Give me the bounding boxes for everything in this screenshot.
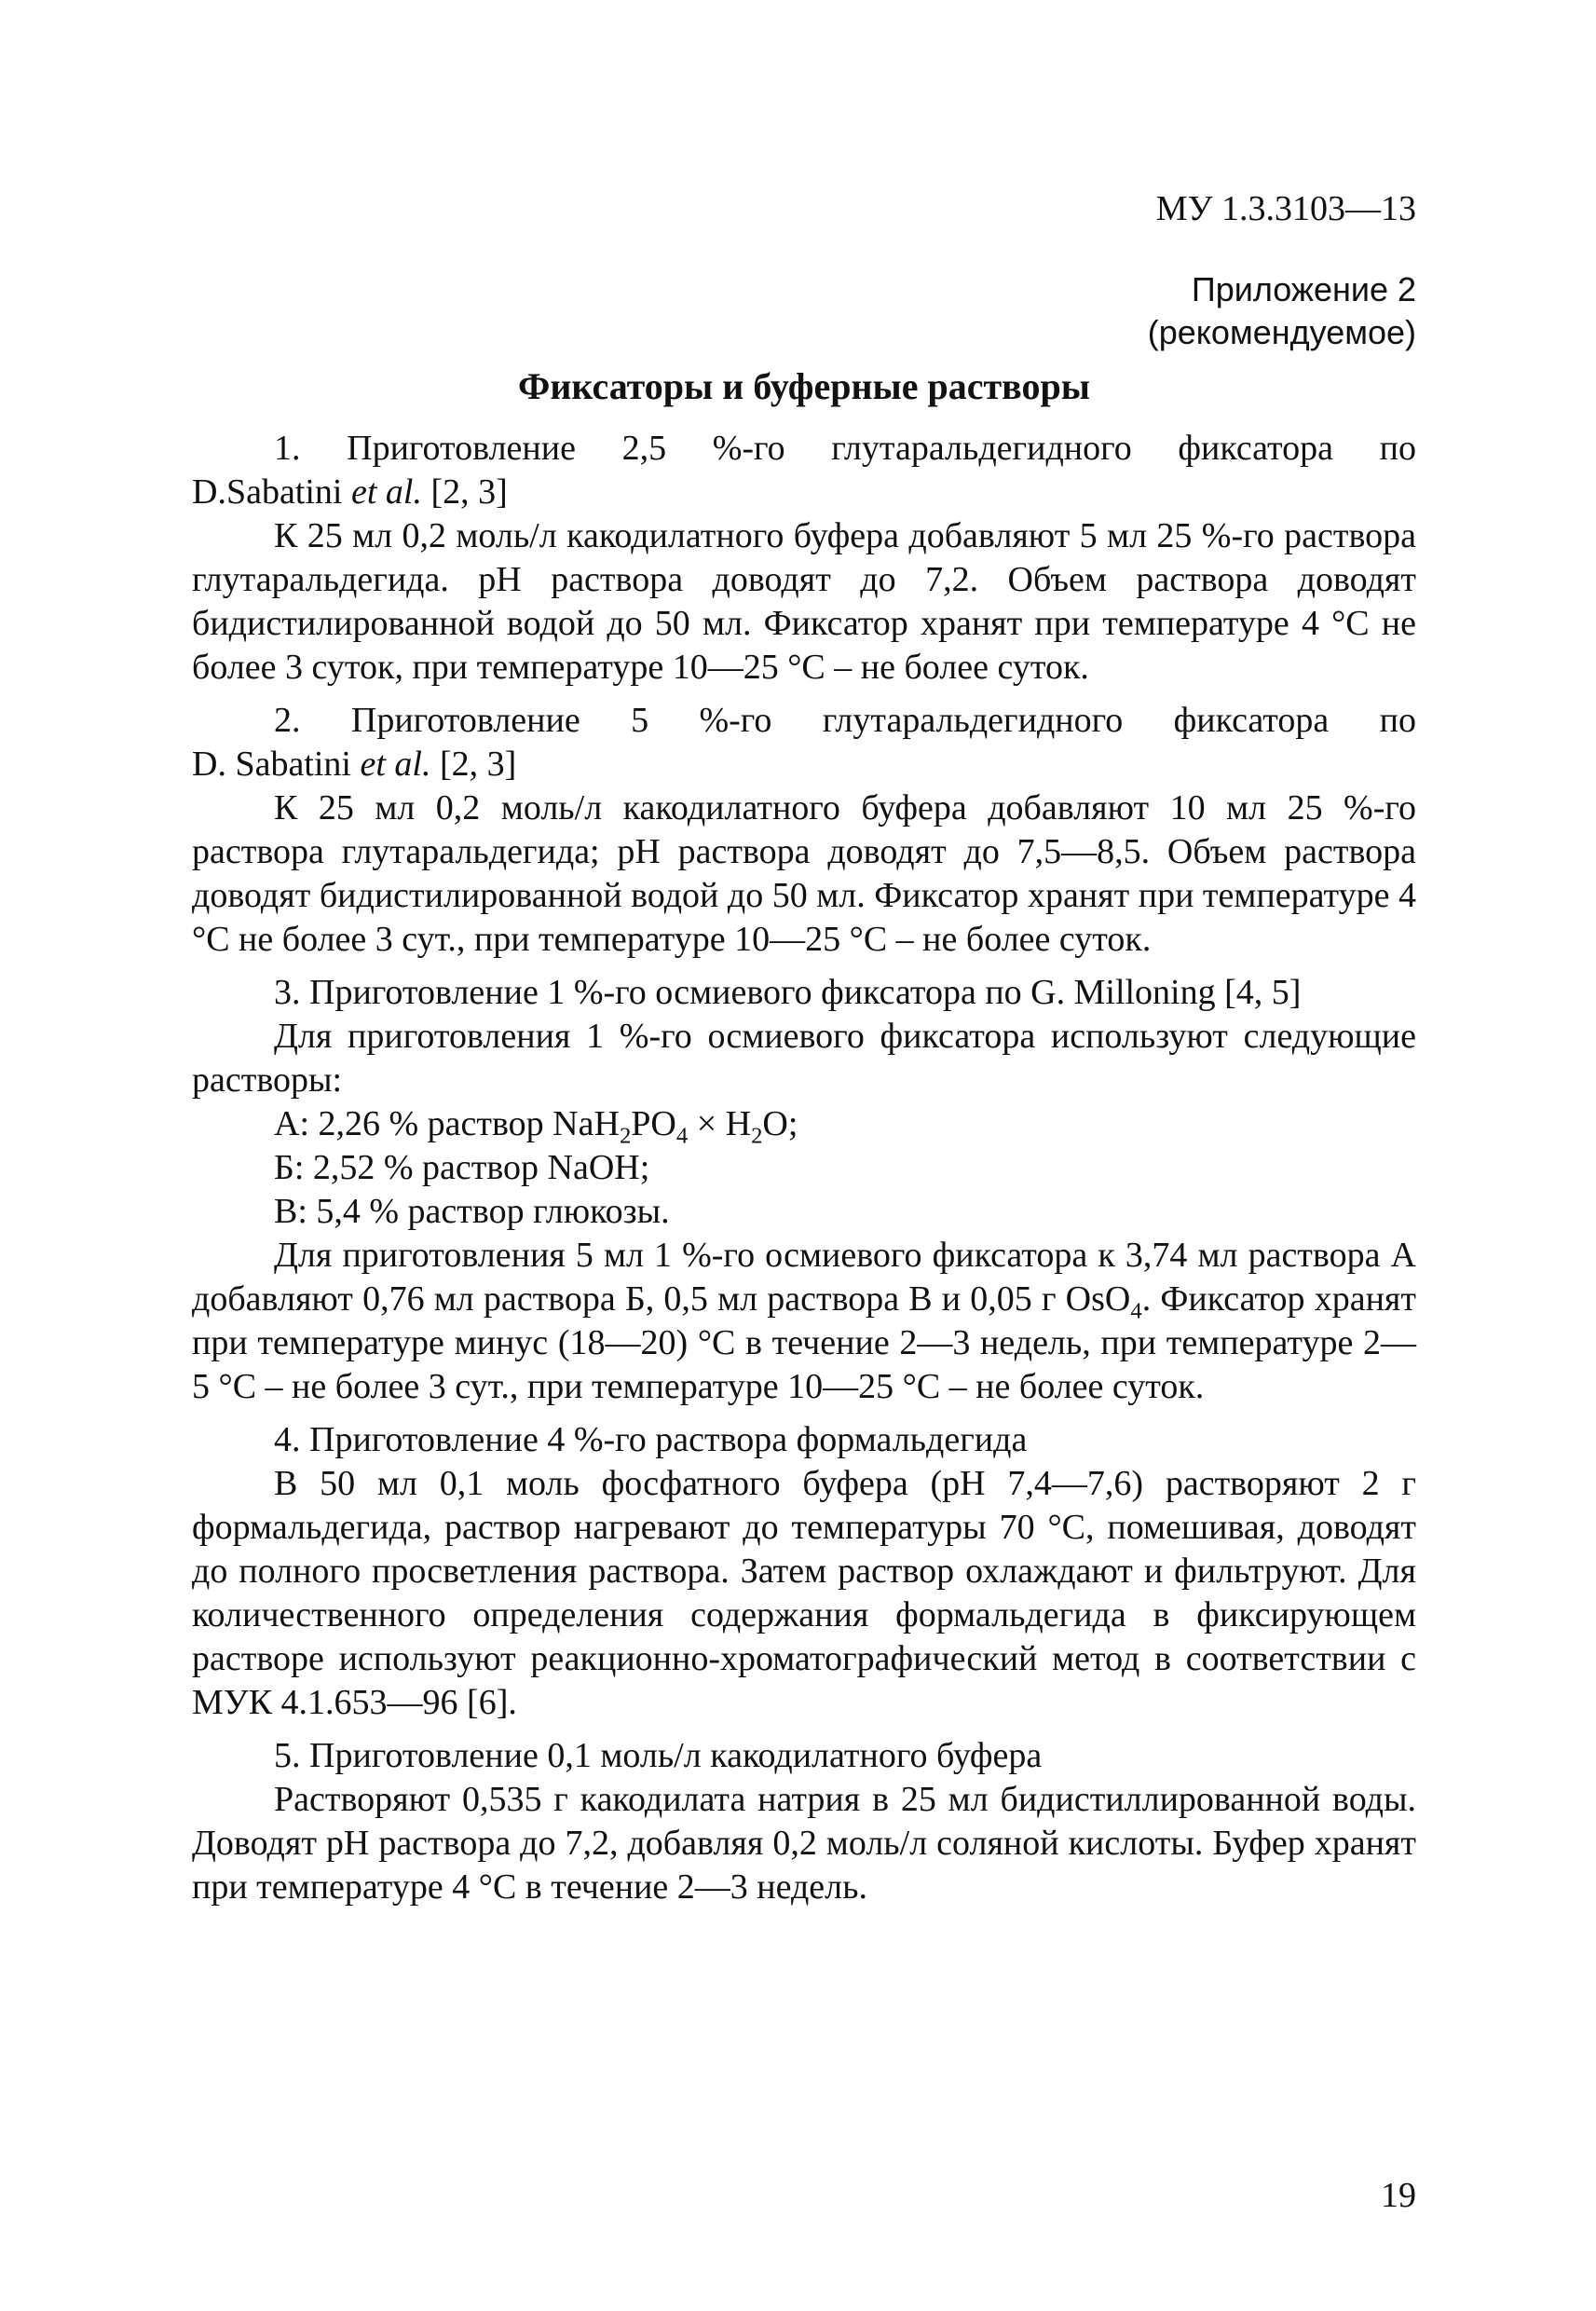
document-page — [192, 186, 1416, 2199]
solution-a — [192, 1102, 1416, 1149]
reference-citation: [2, 3] — [430, 745, 517, 784]
solution-b: Б: 2,52 % раствор NaOH; — [274, 1148, 650, 1187]
subscript: 2 — [751, 1123, 763, 1149]
section-3-body — [192, 1234, 1416, 1409]
document-code: МУ 1.3.3103—13 — [1155, 189, 1416, 228]
page-number: 19 — [1381, 2176, 1416, 2215]
section-2-heading: 2. Приготовление 5 %-го глутаральдегидного фиксатора по — [274, 701, 1416, 740]
section-1-reference — [192, 471, 1416, 514]
reference-author: D. Sabatini — [192, 745, 361, 784]
section-5-body: Растворяют 0,535 г какодилата натрия в 25 мл бидистиллированной воды. Доводят pH раствора до 7,2, добавляя 0,2 моль/л соляной кислоты. Буфер хранят при температуре 4 °С в течение 2—3 недель. — [192, 1780, 1416, 1907]
appendix-type: (рекомендуемое) — [1147, 313, 1416, 351]
solution-a-text: А: 2,26 % раствор NaH — [274, 1104, 620, 1143]
appendix-label: Приложение 2 — [1191, 270, 1416, 308]
section-3-intro: Для приготовления 1 %-го осмиевого фиксатора используют следующие растворы: — [192, 1017, 1416, 1100]
reference-etal: et al. — [350, 472, 422, 512]
section-1-body: К 25 мл 0,2 моль/л какодилатного буфера добавляют 5 мл 25 %-го раствора глутаральдегида. pH раствора доводят до 7,2. Объем раствора доводят бидистилированной водой до 50 мл. Фиксатор хранят при температуре 4 °С не более 3 суток, при температуре 10—25 °С – не более суток. — [192, 516, 1416, 687]
page-title: Фиксаторы и буферные растворы — [518, 365, 1090, 407]
reference-author: D.Sabatini — [192, 472, 351, 512]
section-3-body-text: Для приготовления 5 мл 1 %-го осмиевого фиксатора к 3,74 мл раствора А добавляют 0,76 мл раствора Б, 0,5 мл раствора В и 0,05 г OsO — [192, 1236, 1416, 1319]
section-4-heading: 4. Приготовление 4 %-го раствора формальдегида — [274, 1420, 1028, 1459]
section-3-body-text: . Фиксатор хранят при температуре минус (18—20) °С в течение 2—3 недель, при температуре 2—5 °С – не более 3 сут., при температуре 10—25 °С – не более суток. — [192, 1279, 1416, 1406]
section-1-heading: 1. Приготовление 2,5 %-го глутаральдегидного фиксатора по — [274, 429, 1416, 468]
section-2-reference — [192, 743, 1416, 786]
section-2-body: К 25 мл 0,2 моль/л какодилатного буфера добавляют 10 мл 25 %-го раствора глутаральдегида; pH раствора доводят до 7,5—8,5. Объем раствора доводят бидистилированной водой до 50 мл. Фиксатор хранят при температуре 4 °С не более 3 сут., при температуре 10—25 °С – не более суток. — [192, 788, 1416, 959]
section-4-body: В 50 мл 0,1 моль фосфатного буфера (pH 7,4—7,6) растворяют 2 г формальдегида, раствор нагревают до температуры 70 °С, помешивая, доводят до полного просветления раствора. Затем раствор охлаждают и фильтруют. Для количественного определения содержания формальдегида в фиксирующем растворе используют реакционно-хроматографический метод в соответствии с МУК 4.1.653—96 [6]. — [192, 1464, 1416, 1722]
section-5-heading: 5. Приготовление 0,1 моль/л какодилатного буфера — [274, 1736, 1043, 1775]
subscript: 4 — [675, 1123, 689, 1149]
solution-c: В: 5,4 % раствор глюкозы. — [274, 1192, 670, 1231]
reference-etal: et al. — [360, 745, 431, 784]
solution-a-text: PO — [631, 1104, 676, 1143]
subscript: 2 — [619, 1123, 632, 1149]
subscript: 4 — [1130, 1298, 1142, 1324]
reference-citation: [2, 3] — [421, 472, 508, 512]
section-3-heading: 3. Приготовление 1 %-го осмиевого фиксатора по G. Milloning [4, 5] — [274, 973, 1302, 1012]
solution-a-text: × H — [688, 1104, 752, 1143]
solution-a-text: O; — [762, 1104, 798, 1143]
